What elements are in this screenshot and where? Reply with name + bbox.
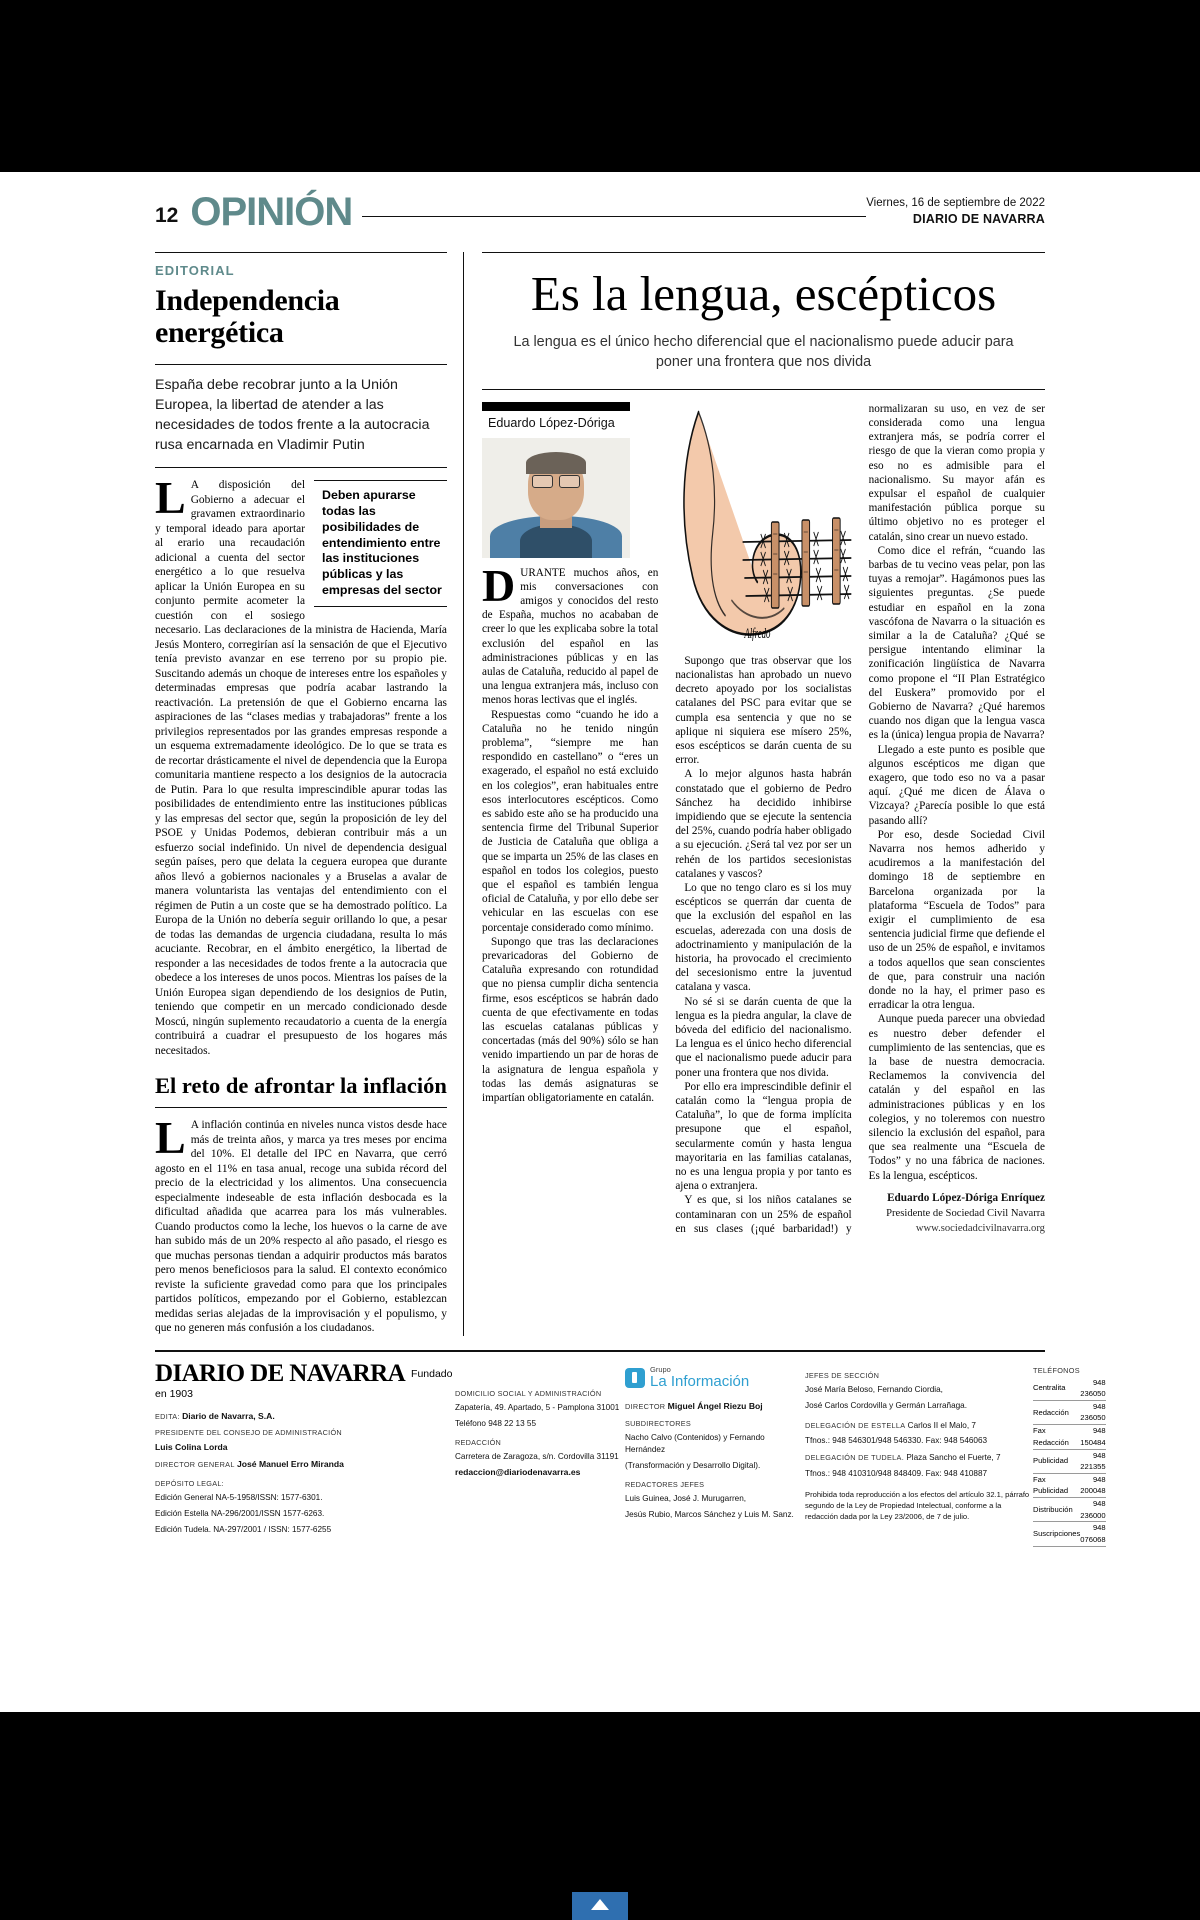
author-photo-hair [526,452,586,474]
footer-founded: Fundado en 1903 [155,1367,453,1400]
footer-deposito-2: Edición Estella NA-296/2001/ISSN 1577-6263. [155,1509,325,1519]
feature-paragraph: Lo que no tengo claro es si los muy escépticos se querrán dar cuenta de que la exclusión del español en las escuelas, aderezada con una dosis de adoctrinamiento y manipulación de la historia, ha provocado el crecimiento del secesionismo entre la juventud catalana y vasca. [675,881,852,994]
scroll-up-indicator[interactable] [572,1892,628,1920]
footer-address-block [455,1360,625,1547]
page-number: 12 [155,204,179,227]
editorial-sub-rule [155,467,447,468]
feature-column [482,252,1045,1336]
table-row [1033,1522,1106,1546]
phone-number: 948 076068 [1080,1522,1105,1546]
grupo-name: La Información [650,1373,750,1391]
author-photo-collar [520,524,592,558]
feature-subheadline: La lengua es el único hecho diferencial que el nacionalismo puede aducir para poner una frontera que nos divida [513,333,1014,370]
phone-number: 948 200048 [1080,1473,1105,1497]
feature-paragraph: Respuestas como “cuando he ido a Cataluña no he tenido ningún problema”, “siempre me han respondido en castellano” o “eres un exagerado, el español no está excluido en los colegios”, eran habituales entre esos interlocutores escépticos. Como es sabido este año se ha producido una sentencia firme del Tribunal Superior de Justicia de Cataluña que obliga a que se imparta un 25% de las clases en español en todos los colegios, puesto que el español es también lengua oficial de Cataluña, y por ello debe ser vehicular en las escuelas con ese porcentaje considerado como mínimo. [482,708,659,934]
footer-tudela-value: Plaza Sancho el Fuerte, 7 [906,1453,1001,1463]
phone-name: Distribución [1033,1498,1080,1522]
feature-bottom-rule [482,389,1045,390]
signature-website: www.sociedadcivilnavarra.org [915,1222,1045,1234]
footer-tudela-label: DELEGACIÓN DE TUDELA. [805,1453,905,1463]
footer-estella-tel: Tfnos.: 948 546301/948 546330. Fax: 948 546063 [805,1436,988,1446]
table-row [1033,1377,1106,1401]
page-sheet [0,172,1200,1712]
footer-jefes-label: JEFES DE SECCIÓN [805,1370,880,1380]
phone-number: 948 236050 [1080,1377,1105,1401]
feature-paragraph: Llegado a este punto es posible que algunos escépticos me digan que exagero, que todo eso no va a pasar aquí. ¿Qué me dicen de Álava o Vizcaya? ¿Parecía posible lo que está pasando allí? [868,743,1045,827]
feature-paragraph: Supongo que tras las declaraciones prevaricadoras del Gobierno de Cataluña expresando con rotundidad que no piensa cumplir dicha sentencia firme, esos escépticos se habrán dado cuenta de que efectivamente en todas las escuelas catalanas públicas y concertadas (más del 90%) sólo se han venido impartiendo un par de horas de la asignatura de lengua española y todas las demás asignaturas se impartían obligatoriamente en catalán. [482,935,659,1105]
page-header [100,172,1100,234]
footer-domicilio-1: Zapatería, 49. Apartado, 5 - Pamplona 31001 [455,1402,620,1412]
grupo-label: Grupo [650,1364,671,1374]
author-photo-glasses [532,475,580,486]
footer-brand: DIARIO DE NAVARRA [155,1359,406,1387]
editorial-mid-rule [155,364,447,365]
footer-subdir-1: Nacho Calvo (Contenidos) y Fernando Hernández [625,1433,765,1455]
page-columns [100,252,1100,1336]
editorial-body [155,472,447,1058]
footer-director-label: DIRECTOR [625,1402,666,1412]
editorial-column [155,252,447,1336]
footer-phones-block [1033,1360,1106,1547]
footer-columns [155,1359,1106,1547]
footer-delegacion-tudela [805,1452,1033,1464]
footer-edita-value: Diario de Navarra, S.A. [182,1410,275,1421]
author-card [482,402,630,558]
phone-name: Redacción [1033,1401,1080,1425]
table-row [1033,1473,1106,1497]
page-inner [100,172,1106,1547]
footer-director-value: Miguel Ángel Riezu Boj [667,1401,763,1412]
footer-domicilio-label: DOMICILIO SOCIAL Y ADMINISTRACIÓN [455,1388,602,1398]
header-rule [362,215,866,217]
feature-paragraph: Supongo que tras observar que los nacionalistas han aprobado un nuevo decreto apoyado por los socialistas catalanes del PSC para evitar que se cumpla esa sentencia y que no se aplique ni siquiera ese mísero 25%, esos escépticos se darán cuenta de su error. [675,654,852,767]
feature-top-rule [482,252,1045,253]
editorial-kicker: EDITORIAL [155,263,235,278]
phone-number: 948 150484 [1080,1425,1105,1449]
phone-name: Publicidad [1033,1449,1080,1473]
author-name: Eduardo López-Dóriga [488,415,615,430]
footer-direction-block [625,1360,805,1547]
author-photo [482,438,630,558]
phone-name: Centralita [1033,1377,1080,1401]
feature-paragraph: Como dice el refrán, “cuando las barbas de tu vecino veas pelar, pon las tuyas a remojar”. Hagámonos pues las siguientes preguntas. ¿Se puede estudiar en español en la zona vascófona de Navarra o la situación es similar a la de Cataluña? ¿Qué se persigue intentando eliminar la zonificación lingüística de Navarra como propone el “II Plan Estratégico del Euskera” promovido por el Gobierno de Navarra? ¿Qué haremos cuando nos digan que la lengua vasca es la (única) lengua propia de Navarra? [868,544,1045,742]
footer-president-value: Luis Colina Lorda [155,1441,228,1452]
footer-edita [155,1410,455,1423]
signature-name: Eduardo López-Dóriga Enríquez [887,1191,1045,1204]
feature-text-columns [482,402,1045,1237]
footer-redaccion-1: Carretera de Zaragoza, s/n. Cordovilla 31191 [455,1451,619,1461]
grupo-logo-icon [625,1368,645,1388]
illustration-signature: Alfredo [744,624,771,642]
publication-date: Viernes, 16 de septiembre de 2022 [866,196,1045,209]
footer-sections-block [805,1360,1033,1547]
feature-paragraph: No sé si se darán cuenta de que la lengua es la piedra angular, la clave de bóveda del edificio del nacionalismo. La lengua es el único hecho diferencial que el nacionalismo puede aducir para poner una frontera que nos divida. [675,995,852,1079]
footer-estella-value: Carlos II el Malo, 7 [907,1420,976,1430]
phone-name: Fax Redacción [1033,1425,1080,1449]
phone-number: 948 221355 [1080,1449,1105,1473]
editorial2-title: El reto de afrontar la inflación [155,1073,447,1099]
footer-edita-label: EDITA: [155,1411,180,1421]
footer-top-rule [155,1350,1045,1352]
footer-dirgen [155,1458,455,1471]
footer-jefes-2: José Carlos Cordovilla y Germán Larrañaga. [805,1400,968,1410]
feature-paragraph: Y es que, si los niños catalanes se contaminaran con un 25% de español en sus clases (¡qué barbaridad!) y normalizaran su uso, en vez de ser considerada como una lengua extranjera más, se podría correr el riesgo de que la vieran como propia y eso no es admisible para el nacionalismo. Su mayor afán es expulsar el español de cualquier manifestación pública porque su último objetivo no es proteger el catalán, sino crear un nuevo estado. [675,402,1045,1235]
footer-subdir-label: SUBDIRECTORES [625,1419,691,1429]
table-row [1033,1425,1106,1449]
footer-subdir-2: (Transformación y Desarrollo Digital). [625,1460,761,1470]
phone-number: 948 236050 [1080,1401,1105,1425]
column-divider [463,252,464,1336]
footer-tudela-tel: Tfnos.: 948 410310/948 848409. Fax: 948 410887 [805,1469,988,1479]
feature-paragraph: Por ello era imprescindible definir el catalán como la “lengua propia de Cataluña”, lo que de forma implícita presupone que el español, secularmente común y hasta lengua mayoritaria en las familias catalanas, no es una lengua propia y por tanto es ajena o extranjera. [675,1080,852,1193]
feature-paragraph: Aunque pueda parecer una obviedad es nuestro deber defender el cumplimiento de las sentencias, que es la base de nuestra democracia. Reclamemos la convivencia del catalán y del español en las administraciones públicas y en los colegios, y no toleremos con nuestro silencio la exclusión del español, para que sea realmente una “Escuela de Todos” y no una fábrica de naciones. Es la lengua, escépticos. [868,1013,1045,1182]
header-meta [866,196,1045,230]
signature-role: Presidente de Sociedad Civil Navarra [886,1207,1045,1219]
phone-name: Suscripciones [1033,1522,1080,1546]
footer-telefonos-label: TELÉFONOS [1033,1365,1080,1375]
footer-jefes-1: José María Beloso, Fernando Ciordia, [805,1384,943,1394]
footer-redaccion-label: REDACCIÓN [455,1437,502,1447]
feature-paragraph: Por eso, desde Sociedad Civil Navarra nos hemos adherido y acudiremos a la manifestación del domingo 18 de septiembre en Barcelona organizada por la plataforma “Escuela de Todos” para exigir el cumplimiento de esa sentencia judicial firme que defiende el uso de un 25% de español, e invitamos a todos aquellos que sean conscientes de que, para construir una nación donde no la hay, el primer paso es erradicar la otra lengua. [868,828,1045,1012]
phone-name: Fax Publicidad [1033,1473,1080,1497]
footer-legal-notice: Prohibida toda reproducción a los efectos del artículo 32.1, párrafo segundo de la Ley de Propiedad Intelectual, conforme a la redacción dada por la Ley 23/2006, de 7 de julio. [805,1490,1030,1522]
feature-paragraph: A lo mejor algunos hasta habrán constatado que el gobierno de Pedro Sánchez ha decidido inhibirse impidiendo que se ejecute la sentencia del 25%, cuando podría haber obligado a su ejecución. ¿Será tal vez por ser un rehén de los partidos secesionistas catalanes y vascos? [675,768,852,880]
viewer-bottom-bar [0,1884,1200,1920]
footer-phone-table [1033,1377,1106,1547]
footer-president-label: PRESIDENTE DEL CONSEJO DE ADMINISTRACIÓN [155,1427,342,1437]
author-signature [869,1191,1045,1236]
footer-deposito-label: DEPÓSITO LEGAL: [155,1479,224,1489]
footer-redjefes-1: Luis Guinea, José J. Murugarren, [625,1493,747,1503]
footer-brand-block [155,1360,455,1547]
phone-number: 948 236000 [1080,1498,1105,1522]
editorial-top-rule [155,252,447,253]
footer-deposito-3: Edición Tudela. NA-297/2001 / ISSN: 1577-6255 [155,1525,332,1535]
table-row [1033,1449,1106,1473]
editorial-subtitle: España debe recobrar junto a la Unión Europea, la libertad de atender a las necesidades de todos frente a la autocracia rusa encarnada en Vladimir Putin [155,376,430,454]
editorial2-body-text: LA inflación continúa en niveles nunca vistos desde hace más de treinta años, y marca ya tres meses por encima del 10%. El detalle del IPC en Navarra, que cerró agosto en el 11% en tasa anual, recoge una subida récord del precio de la electricidad y los alimentos. Una consecuencia especialmente indeseable de esta inflación desbocada es la dificultad añadida que acarrea para los más vulnerables. Cuando productos como la leche, los huevos o la carne de ave han subido más de un 20% respecto al año pasado, el riesgo es que muchas personas tiendan a adquirir productos más baratos pero menos beneficiosos para la salud. El contexto económico reviste la suficiente gravedad como para que los principales partidos políticos, empezando por el Gobierno, establezcan medidas serias alejadas de la improvisación y el populismo, y que no generen más confusión a los ciudadanos. [155,1112,447,1335]
table-row [1033,1498,1106,1522]
footer-estella-label: DELEGACIÓN DE ESTELLA [805,1420,906,1430]
footer-redjefes-2: Jesús Rubio, Marcos Sánchez y Luis M. Sanz. [625,1509,794,1519]
grupo-logo [625,1366,805,1391]
illustration-barbed-wire-hand [675,402,851,652]
author-card-bar [482,402,630,411]
footer-dirgen-value: José Manuel Erro Miranda [236,1458,344,1469]
footer-redaccion-mail[interactable]: redaccion@diariodenavarra.es [455,1467,581,1478]
editorial-pullquote: Deben apurarse todas las posibilidades de entendimiento entre las instituciones públicas y las empresas del sector [314,480,447,606]
footer-dirgen-label: DIRECTOR GENERAL [155,1459,235,1469]
feature-headline: Es la lengua, escépticos [530,266,997,321]
table-row [1033,1401,1106,1425]
editorial2-body [155,1112,447,1336]
illustration-svg [675,402,851,652]
footer-masthead [100,1350,1106,1547]
editorial-title: Independencia energética [155,284,340,350]
footer-deposito-1: Edición General NA-5-1958/ISSN: 1577-6301. [155,1493,323,1503]
footer-director [625,1400,805,1413]
editorial-body-text: LA disposición del Gobierno a adecuar el gravamen extraordinario y temporal ideado para aportar al erario una recaudación adicional a cuenta del sector energético a lo que resuelva aplicar la Unión Europea en su conjunto permite acometer la cuestión con el sosiego necesario. Las declaraciones de la ministra de Hacienda, María Jesús Montero, corregirían así la sensación de que el Ejecutivo tenía previsto avanzar en ese terreno por su propio pie. Suscitando además un choque de intereses entre los españoles y determinadas empresas que podría acabar lastrando la reactivación. La pretensión de que el Gobierno encarna las aspiraciones de las “clases medias y trabajadoras” frente a los privilegios representados por las grandes empresas responde a un esquema extremadamente ideológico. De lo que se trata es de recortar drásticamente el nivel de dependencia que la Europa comunitaria mantiene respecto a los designios de la autocracia de Putin. Para lo que resulta imprescindible apurar todas las posibilidades de entendimiento entre las instituciones públicas y las empresas del sector que, según la proposición de ley del PSOE y Unidas Podemos, debieran contribuir más a un esfuerzo social indefinido. Un nivel de dependencia desigual según países, pero que delata la ceguera europea que durante años llevó a gobiernos nacionales y a Bruselas a avalar de manera voluntarista las ventajas del entendimiento con el régimen de Putin a un coste que se ha demostrado político. La Europa de la Unión no debería seguir orillando lo que, a pesar de todas las demandas de urgencia ciudadana, resulta lo más acuciante. Recobrar, en el ámbito energético, la libertad de responder a las necesidades de todos frente a la autocracia que obedece a los intereses de unos pocos. Mientras los países de la Unión Europea sigan dependiendo de los designios de Putin, teniendo que competir en un mercado condicionado desde Moscú, ningún suplemento recaudatorio a cuenta de la energía contribuirá a cuadrar el presupuesto de los hogares más necesitados. [155,472,447,1057]
footer-delegacion-estella [805,1420,1033,1432]
footer-domicilio-2: Teléfono 948 22 13 55 [455,1418,537,1428]
publication-name: DIARIO DE NAVARRA [912,212,1045,227]
footer-redjefes-label: REDACTORES JEFES [625,1479,705,1489]
section-title: OPINIÓN [190,190,353,234]
editorial2-rule [155,1107,447,1108]
feature-paragraph: DURANTE muchos años, en mis conversaciones con amigos y conocidos del resto de España, muchos no acababan de creer lo que les explicaba sobre la total exclusión del español en las administraciones públicas y en las aulas de Cataluña, reducido al papel de una lengua extranjera más, incluso con menos horas lectivas que el inglés. [482,559,659,707]
